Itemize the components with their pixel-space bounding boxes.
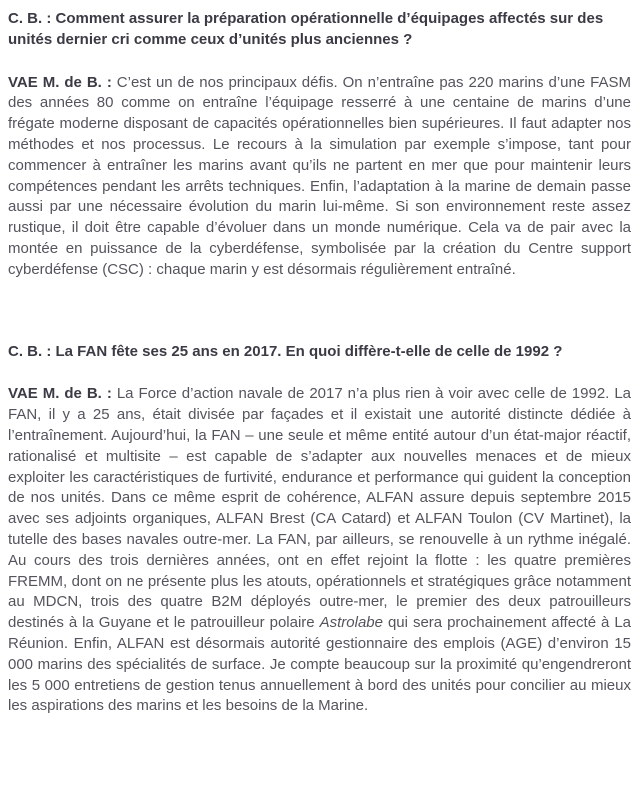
interview-section-2: [8, 342, 631, 718]
answer-text-after-ship-name: qui sera prochainement affecté à La Réunion. Enfin, ALFAN est désormais autorité gestionnaire des emplois (AGE) d’environ 15 000 marins des spécialités de surface. Je compte beaucoup sur la proximité qu’engendreront les 5 000 entretiens de gestion tenus annuellement à bord des unités pour concilier au mieux les aspirations des marins et les besoins de la Marine.: [8, 614, 632, 715]
ship-name-astrolabe: Astrolabe: [319, 614, 383, 632]
interview-answer-2: [8, 384, 631, 717]
interview-answer-1: [8, 73, 631, 281]
interview-question-1: C. B. : Comment assurer la préparation opérationnelle d’équipages affectés sur des unités dernier cri comme ceux d’unités plus anciennes ?: [8, 10, 604, 48]
speaker-label: VAE M. de B. :: [8, 385, 112, 403]
answer-text-before-ship-name: La Force d’action navale de 2017 n’a plus rien à voir avec celle de 1992. La FAN, il y a 25 ans, était divisée par façades et il existait une autorité distincte dédiée à l’entraînement. Aujourd’hui, la FAN – une seule et même entité autour d’un état-major réactif, rationalisé et multisite – est capable de s’adapter aux nouvelles menaces et de mieux exploiter les caractéristiques de furtivité, endurance et performance qui guident la conception de nos unités. Dans ce même esprit de cohérence, ALFAN assure depuis septembre 2015 avec ses adjoints organiques, ALFAN Brest (CA Catard) et ALFAN Toulon (CV Martinet), la tutelle des bases navales outre-mer. La FAN, par ailleurs, se renouvelle à un rythme inégalé. Au cours des trois dernières années, ont en effet rejoint la flotte : les quatre premières FREMM, dont on ne présente plus les atouts, opérationnels et stratégiques grâce notamment au MDCN, trois des quatre B2M déployés outre-mer, le premier des deux patrouilleurs destinés à la Guyane et le patrouilleur polaire: [8, 385, 632, 632]
answer-text: C’est un de nos principaux défis. On n’entraîne pas 220 marins d’une FASM des années 80 comme on entraîne l’équipage resserré à une centaine de marins d’une frégate moderne disposant de capacités opérationnelles bien supérieures. Il faut adapter nos méthodes et nos processus. Le recours à la simulation par exemple s’impose, tant pour commencer à entraîner les marins avant qu’ils ne partent en mer que pour maintenir leurs compétences pendant les arrêts techniques. Enfin, l’adaptation à la marine de demain passe aussi par une nécessaire évolution du marin lui-même. Si son environnement reste assez rustique, il doit être capable d’évoluer dans un monde numérique. Cela va de pair avec la montée en puissance de la cyberdéfense, symbolisée par la création du Centre support cyberdéfense (CSC) : chaque marin y est désormais régulièrement entraîné.: [8, 73, 631, 278]
interview-question-2: C. B. : La FAN fête ses 25 ans en 2017. En quoi diffère-t-elle de celle de 1992 ?: [8, 342, 563, 360]
interview-section-1: [8, 9, 631, 281]
speaker-label: VAE M. de B. :: [8, 73, 112, 91]
